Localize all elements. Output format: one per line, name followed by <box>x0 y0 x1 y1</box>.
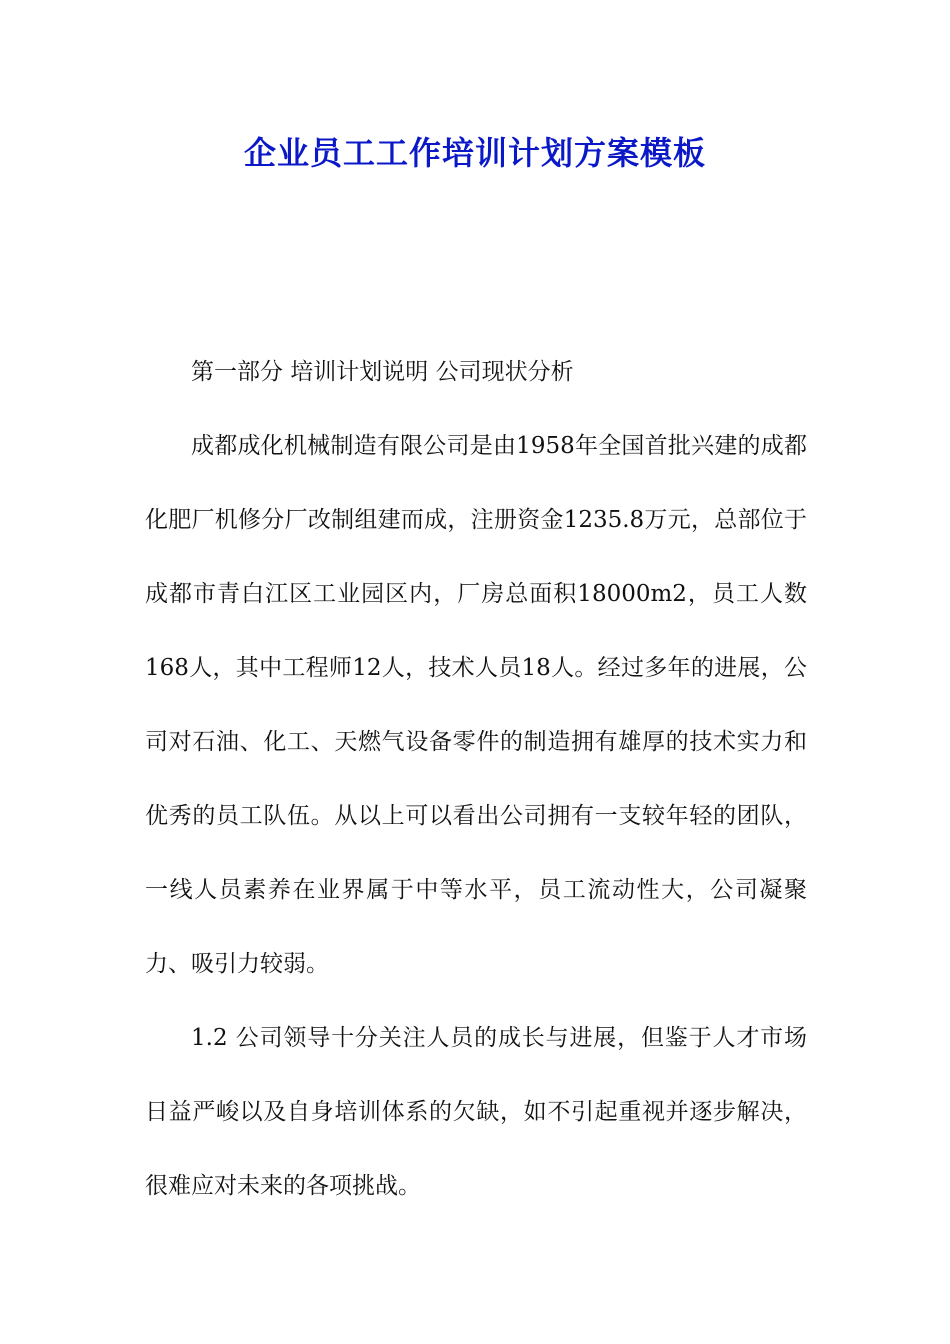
leadership-focus-paragraph: 1.2 公司领导十分关注人员的成长与进展，但鉴于人才市场日益严峻以及自身培训体系的欠缺，如不引起重视并逐步解决，很难应对未来的各项挑战。 <box>145 1025 807 1199</box>
document-title: 企业员工工作培训计划方案模板 <box>243 134 706 172</box>
section-heading-paragraph: 第一部分 培训计划说明 公司现状分析 <box>191 359 574 385</box>
company-status-paragraph: 成都成化机械制造有限公司是由1958年全国首批兴建的成都化肥厂机修分厂改制组建而成，注册资金1235.8万元，总部位于成都市青白江区工业园区内，厂房总面积18000m2，员工人数168人，其中工程师12人，技术人员18人。经过多年的进展，公司对石油、化工、天燃气设备零件的制造拥有雄厚的技术实力和优秀的员工队伍。从以上可以看出公司拥有一支较年轻的团队，一线人员素养在业界属于中等水平，员工流动性大，公司凝聚力、吸引力较弱。 <box>145 433 807 977</box>
document-body <box>145 335 807 1223</box>
